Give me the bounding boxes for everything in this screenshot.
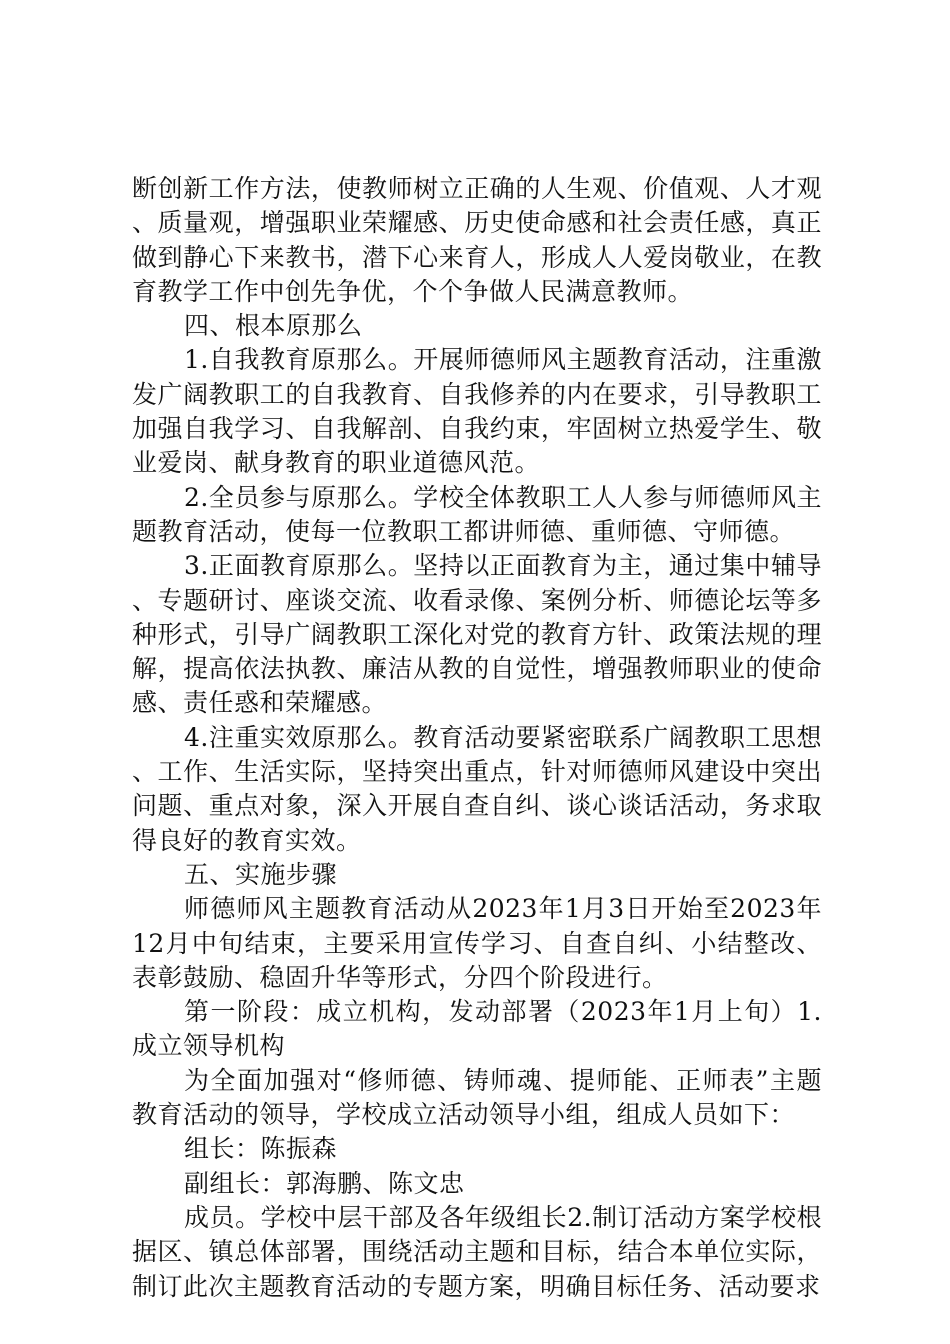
- paragraph-steps-overview: 师德师风主题教育活动从2023年1月3日开始至2023年12月中旬结束，主要采用宣传学习、自查自纠、小结整改、表彰鼓励、稳固升华等形式，分四个阶段进行。: [132, 894, 822, 992]
- paragraph-deputy-leaders: 副组长：郭海鹏、陈文忠: [184, 1168, 465, 1198]
- paragraph-principle-2: 2.全员参与原那么。学校全体教职工人人参与师德师风主题教育活动，使每一位教职工都讲师德、重师德、守师德。: [132, 482, 822, 546]
- section-heading-principles: 四、根本原那么: [184, 311, 363, 341]
- paragraph-principle-1: 1.自我教育原那么。开展师德师风主题教育活动，注重激发广阔教职工的自我教育、自我修养的内在要求，引导教职工加强自我学习、自我解剖、自我约束，牢固树立热爱学生、敬业爱岗、献身教育的职业道德风范。: [132, 345, 822, 478]
- paragraph-intro-continuation: 断创新工作方法，使教师树立正确的人生观、价值观、人才观、质量观，增强职业荣耀感、历史使命感和社会责任感，真正做到静心下来教书，潜下心来育人，形成人人爱岗敬业，在教育教学工作中创先争优，个个争做人民满意教师。: [132, 174, 822, 306]
- paragraph-principle-3: 3.正面教育原那么。坚持以正面教育为主，通过集中辅导、专题研讨、座谈交流、收看录像、案例分析、师德论坛等多种形式，引导广阔教职工深化对党的教育方针、政策法规的理解，提高依法执教、廉洁从教的自觉性，增强教师职业的使命感、责任惑和荣耀感。: [132, 551, 822, 718]
- section-heading-steps: 五、实施步骤: [184, 859, 338, 889]
- document-page: [132, 172, 822, 1304]
- paragraph-group-leader: 组长：陈振森: [184, 1134, 338, 1164]
- paragraph-phase-1: 第一阶段：成立机构，发动部署（2023年1月上旬）1.成立领导机构: [132, 997, 822, 1061]
- paragraph-principle-4: 4.注重实效原那么。教育活动要紧密联系广阔教职工思想、工作、生活实际，坚持突出重点，针对师德师风建设中突出问题、重点对象，深入开展自查自纠、谈心谈话活动，务求取得良好的教育实效。: [132, 722, 822, 855]
- paragraph-members: 成员。学校中层干部及各年级组长2.制订活动方案学校根据区、镇总体部署，围绕活动主题和目标，结合本单位实际，制订此次主题教育活动的专题方案，明确目标任务、活动要求: [132, 1202, 822, 1301]
- paragraph-leadership-group: 为全面加强对“修师德、铸师魂、提师能、正师表”主题教育活动的领导，学校成立活动领导小组，组成人员如下：: [132, 1065, 822, 1130]
